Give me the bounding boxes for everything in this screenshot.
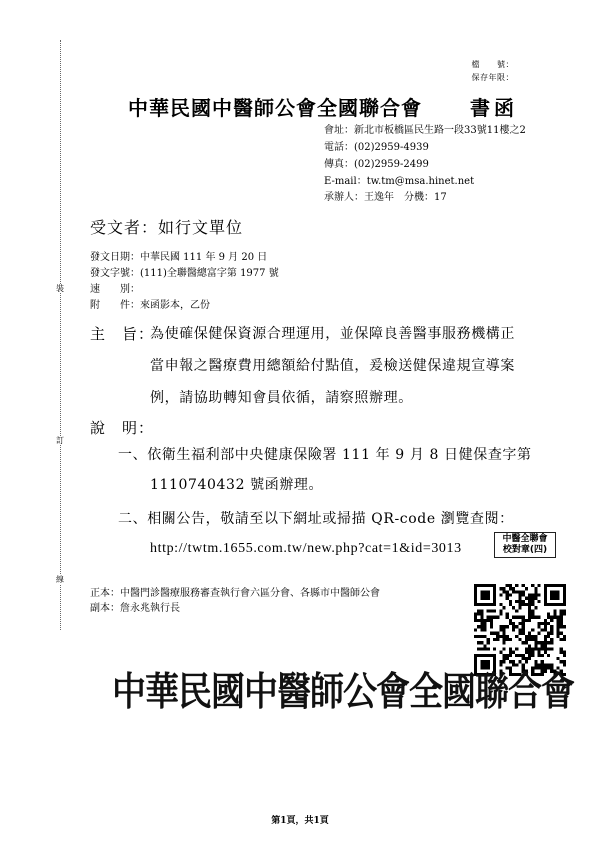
contact-fax: 傳真：(02)2959-2499 (324, 159, 429, 170)
contact-address: 會址：新北市板橋區民生路一段33號11樓之2 (324, 125, 526, 136)
subject-line-1: 為使確保健保資源合理運用，並保障良善醫事服務機構正 (150, 326, 515, 342)
explanation-label: 說 明： (90, 419, 155, 437)
page-number: 第1頁，共1頁 (271, 816, 329, 826)
document-type: 書函 (470, 96, 518, 120)
speed-row (90, 283, 140, 296)
file-number-label: 檔 號： (471, 60, 514, 69)
proofreading-stamp (494, 532, 556, 558)
issue-number-row (90, 267, 279, 280)
attachment-value: 來函影本，乙份 (140, 300, 210, 311)
binding-char-ding: 訂 (56, 436, 64, 445)
subject-label: 主 旨： (90, 325, 155, 343)
attachment-row (90, 299, 210, 312)
recipient: 受文者：如行文單位 (90, 218, 244, 237)
issue-number-label: 發文字號： (90, 268, 140, 279)
retention-label: 保存年限： (471, 73, 514, 82)
issue-date-row (90, 251, 267, 264)
binding-char-xian: 線 (56, 575, 64, 584)
speed-label: 速 別： (90, 284, 140, 295)
issue-number-value: (111)全聯醫總富字第 1977 號 (140, 268, 279, 279)
issue-date-value: 中華民國 111 年 9 月 20 日 (140, 252, 268, 263)
subject-line-2: 當申報之醫療費用總額給付點值，爰檢送健保違規宣導案 (150, 358, 515, 374)
binding-char-zhuang: 裝 (56, 284, 64, 293)
subject-line-3: 例，請協助轉知會員依循，請察照辦理。 (150, 390, 413, 406)
attachment-label: 附 件： (90, 300, 140, 311)
explanation-item-1-line-1: 一、依衛生福利部中央健康保險署 111 年 9 月 8 日健保查字第 (118, 447, 532, 463)
cc-main: 正本：中醫門診醫療服務審查執行會六區分會、各縣市中醫師公會 (90, 588, 380, 599)
binding-line (60, 40, 61, 630)
contact-phone: 電話：(02)2959-4939 (324, 142, 429, 153)
cc-copy: 副本：詹永兆執行長 (90, 603, 180, 614)
org-title: 中華民國中醫師公會全國聯合會 (128, 96, 422, 120)
explanation-item-1-line-2: 1110740432 號函辦理。 (150, 477, 324, 493)
organization-seal: 中華民國中醫師公會全國聯合會 (112, 669, 574, 716)
contact-handler: 承辦人：王逸年 分機：17 (324, 192, 447, 203)
explanation-item-2: 二、相關公告，敬請至以下網址或掃描 QR-code 瀏覽查閱： (118, 511, 514, 527)
stamp-line-2: 校對章(四) (502, 545, 548, 555)
issue-date-label: 發文日期： (90, 252, 140, 263)
contact-email: E-mail：tw.tm@msa.hinet.net (324, 176, 475, 187)
stamp-line-1: 中醫全聯會 (502, 534, 548, 544)
announcement-url[interactable]: http://twtm.1655.com.tw/new.php?cat=1&id=3013 (150, 541, 462, 556)
